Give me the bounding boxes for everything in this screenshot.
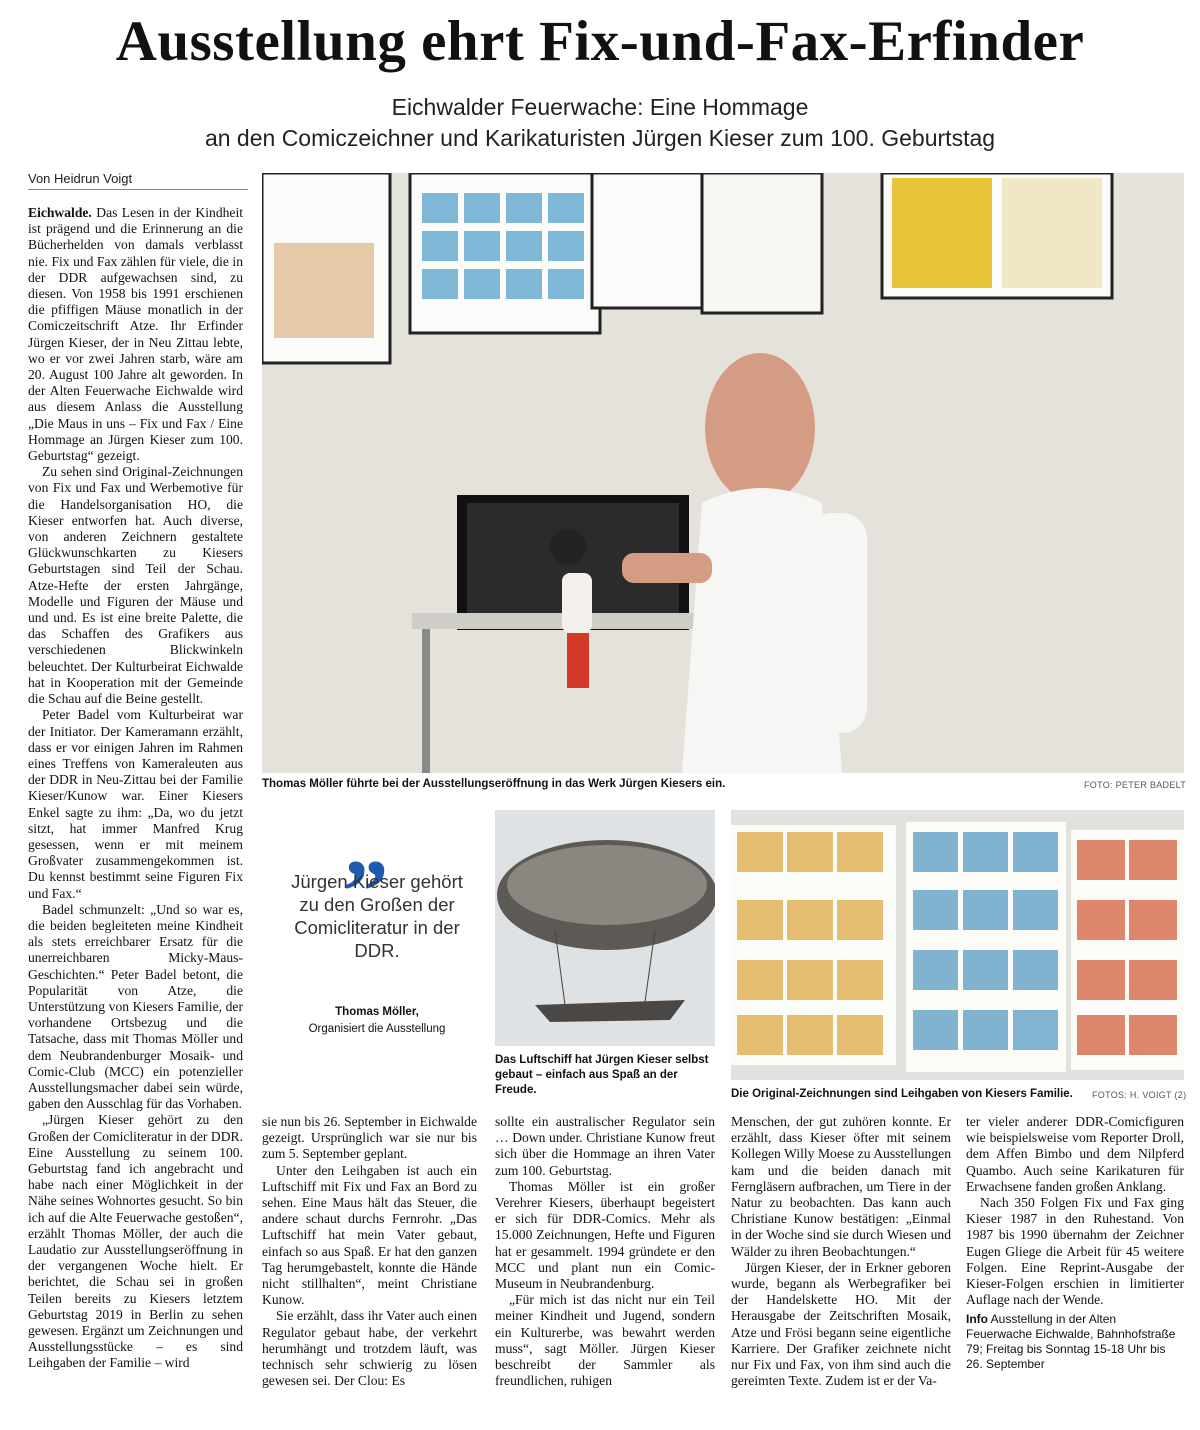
info-text: Ausstellung in der Alten Feuerwache Eichwalde, Bahnhofstraße 79; Freitag bis Sonntag 15-18 Uhr bis 26. September bbox=[966, 1312, 1176, 1372]
comic-drawings-illustration bbox=[731, 810, 1184, 1080]
drawings-photo bbox=[731, 810, 1184, 1080]
dateline: Eichwalde. bbox=[28, 205, 92, 220]
paragraph: sie nun bis 26. September in Eichwalde gezeigt. Ursprünglich war sie nur bis zum 5. September geplant. bbox=[262, 1114, 477, 1162]
paragraph: „Für mich ist das nicht nur ein Teil meiner Kindheit und Jugend, sondern ein Kulturerbe, was bewahrt werden muss“, sagt Möller. Jürgen Kieser beschreibt der Sammler als freundlichen, ruhigen bbox=[495, 1292, 715, 1389]
article-column-1 bbox=[28, 205, 243, 1372]
pull-quote-text: Jürgen Kieser gehört zu den Großen der Comicliteratur in der DDR. bbox=[291, 871, 463, 961]
paragraph: Menschen, der gut zuhören konnte. Er erzählt, dass Kieser öfter mit seinem Kollegen Willy Moese zu Ausstellungen kam und die beiden danach mit Ferngläsern aufbrachen, um Tiere in der Natur zu beobachten. Das kann auch Christiane Kunow bestätigen: „Einmal in der Woche sind sie durch Wiesen und Wälder zu ihren Beobachtungen.“ bbox=[731, 1114, 951, 1259]
drawings-photo-caption: Die Original-Zeichnungen sind Leihgaben von Kiesers Familie. bbox=[731, 1088, 1073, 1100]
paragraph: Peter Badel vom Kulturbeirat war der Initiator. Der Kameramann erzählt, dass er vor einigen Jahren im Rahmen eines Treffens von Kameraleuten aus der DDR in Neu-Zittau bei der Familie Kieser/Kunow war. Einer Kiesers Enkel sagte zu ihm: „Da, wo du jetzt sitzt, hat immer Manfred Krug gesessen, wenn er mit meinem Großvater zusammengekommen ist. Du kennst bestimmt seine Figuren Fix und Fax.“ bbox=[28, 707, 243, 901]
subheadline bbox=[0, 92, 1200, 154]
airship-illustration bbox=[495, 810, 715, 1046]
subhead-line-1: Eichwalder Feuerwache: Eine Hommage bbox=[391, 94, 809, 120]
paragraph: Jürgen Kieser, der in Erkner geboren wurde, begann als Werbegrafiker bei der Handelskette HO. Mit der Herausgabe der Zeitschriften Mosaik, Atze und Frösi begann seine eigentliche Karriere. Der Grafiker zeichnete nicht nur Fix und Fax, von ihm sind auch die gereimten Texte. Zudem ist er der Va- bbox=[731, 1259, 951, 1389]
byline: Von Heidrun Voigt bbox=[28, 171, 248, 190]
headline: Ausstellung ehrt Fix-und-Fax-Erfinder bbox=[115, 10, 1085, 73]
info-box bbox=[966, 1312, 1184, 1372]
subhead-line-2: an den Comiczeichner und Karikaturisten Jürgen Kieser zum 100. Geburtstag bbox=[204, 125, 996, 151]
pull-quote-role: Organisiert die Ausstellung bbox=[308, 1023, 446, 1035]
article-column-2 bbox=[262, 1114, 477, 1389]
paragraph: Thomas Möller ist ein großer Verehrer Kiesers, überhaupt begeistert er sich für DDR-Comics. Mehr als 15.000 Zeichnungen, Hefte und Figuren hat er gesammelt. 1994 gründete er den MCC und plant nun ein Comic-Museum in Neubrandenburg. bbox=[495, 1178, 715, 1292]
article-column-4 bbox=[731, 1114, 951, 1389]
paragraph: Eichwalde. Das Lesen in der Kindheit ist prägend und die Erinnerung an die Bücherhelden von damals verblasst nie. Fix und Fax zählen für viele, die in der DDR aufgewachsen sind, zu diesen. Von 1958 bis 1991 erschienen die pfiffigen Mäuse monatlich in der Comiczeitschrift Atze. Ihr Erfinder Jürgen Kieser, der in Neu Zittau lebte, wo er vor zwei Jahren starb, wäre am 20. August 100 Jahre alt geworden. In der Alten Feuerwache Eichwalde wird aus diesem Anlass die Ausstellung „Die Maus in uns – Fix und Fax / Eine Hommage an Jürgen Kieser zum 100. Geburtstag“ gezeigt. bbox=[28, 205, 243, 464]
paragraph: Nach 350 Folgen Fix und Fax ging Kieser 1987 in den Ruhestand. Von 1987 bis 1990 übernahm der Zeichner Eugen Gliege die Arbeit für 45 weitere Folgen. Eine Reprint-Ausgabe der Kieser-Folgen erschien in limitierter Auflage nach der Wende. bbox=[966, 1195, 1184, 1308]
paragraph: sollte ein australischer Regulator sein … Down under. Christiane Kunow freut sich über die Hommage an ihren Vater zum 100. Geburtstag. bbox=[495, 1114, 715, 1178]
quote-mark-icon: „ bbox=[344, 796, 389, 895]
paragraph: Zu sehen sind Original-Zeichnungen von Fix und Fax und Werbemotive für die Handelsorganisation HO, die Kieser entworfen hat. Auch diverse, von anderen Zeichnern gestaltete Glückwunschkarten zu Kiesers Geburtstagen sind Teil der Schau. Atze-Hefte der ersten Jahrgänge, Modelle und Figuren der Mäuse und und und. Es ist eine breite Palette, die das Schaffen des Grafikers aus verschiedenen Blickwinkeln beleuchtet. Der Kulturbeirat Eichwalde hat in Kooperation mit der Gemeinde die Schau auf die Beine gestellt. bbox=[28, 464, 243, 707]
paragraph: Unter den Leihgaben ist auch ein Luftschiff mit Fix und Fax an Bord zu sehen. Eine Maus hält das Steuer, die andere schaut durchs Fernrohr. „Das Luftschiff hat mein Vater gebaut, einfach so aus Spaß. Er hat den ganzen Tag herumgebastelt, konnte die Hände nicht stillhalten“, meint Christiane Kunow. bbox=[262, 1162, 477, 1308]
main-photo-credit: FOTO: PETER BADELT bbox=[1084, 780, 1187, 790]
airship-photo-caption: Das Luftschiff hat Jürgen Kieser selbst gebaut – einfach aus Spaß an der Freude. bbox=[495, 1054, 709, 1096]
airship-photo bbox=[495, 810, 715, 1046]
main-photo-caption: Thomas Möller führte bei der Ausstellungseröffnung in das Werk Jürgen Kiesers ein. bbox=[262, 778, 726, 790]
paragraph: Sie erzählt, dass ihr Vater auch einen Regulator gebaut habe, der verkehrt herumhängt und trotzdem läuft, was technisch sehr schwierig zu lösen gewesen sei. Der Clou: Es bbox=[262, 1308, 477, 1389]
drawings-photo-credit: FOTOS: H. VOIGT (2) bbox=[1092, 1090, 1187, 1100]
paragraph: Badel schmunzelt: „Und so war es, die beiden begleiteten meine Kindheit als stets erreichbarer Ersatz für die unerreichbaren Micky-Maus-Geschichten.“ Peter Badel betont, die Popularität von Atze, die Unterstützung von Kiesers Familie, der vorhandene Ortsbezug und die Tatsache, dass mit Thomas Möller und dem Neubrandenburger Mosaik- und Comic-Club (MCC) ein potenzieller Ausstellungsmacher dabei sein würde, gaben den Ausschlag für das Vorhaben. bbox=[28, 901, 243, 1112]
article-column-5 bbox=[966, 1114, 1184, 1372]
paragraph: ter vieler anderer DDR-Comicfiguren wie beispielsweise vom Reporter Droll, dem Affen Bimbo und dem Nilpferd Quambo. Auch seine Karikaturen für Erwachsene fanden großen Anklang. bbox=[966, 1114, 1184, 1194]
exhibition-photo-illustration bbox=[262, 173, 1184, 773]
paragraph: „Jürgen Kieser gehört zu den Großen der Comicliteratur in der DDR. Eine Ausstellung zu seinem 100. Geburtstag fand ich angebracht und habe nach einer Möglichkeit in der Nähe seines Wohnortes gesucht. So bin ich auf die Alte Feuerwache gestoßen“, erzählt Thomas Möller, der auch die Laudatio zur Ausstellungseröffnung in der vergangenen Woche hielt. Er berichtet, die Schau sei in großen Teilen bereits zu Kiesers letztem Geburtstag 2019 in Berlin zu sehen gewesen. Ergänzt um Zeichnungen und Ausstellungsstücke – es sind Leihgaben der Familie – wird bbox=[28, 1112, 243, 1371]
main-photo bbox=[262, 173, 1184, 773]
pull-quote-author: Thomas Möller, bbox=[335, 1006, 419, 1018]
article-column-3 bbox=[495, 1114, 715, 1389]
info-label: Info bbox=[966, 1312, 988, 1327]
